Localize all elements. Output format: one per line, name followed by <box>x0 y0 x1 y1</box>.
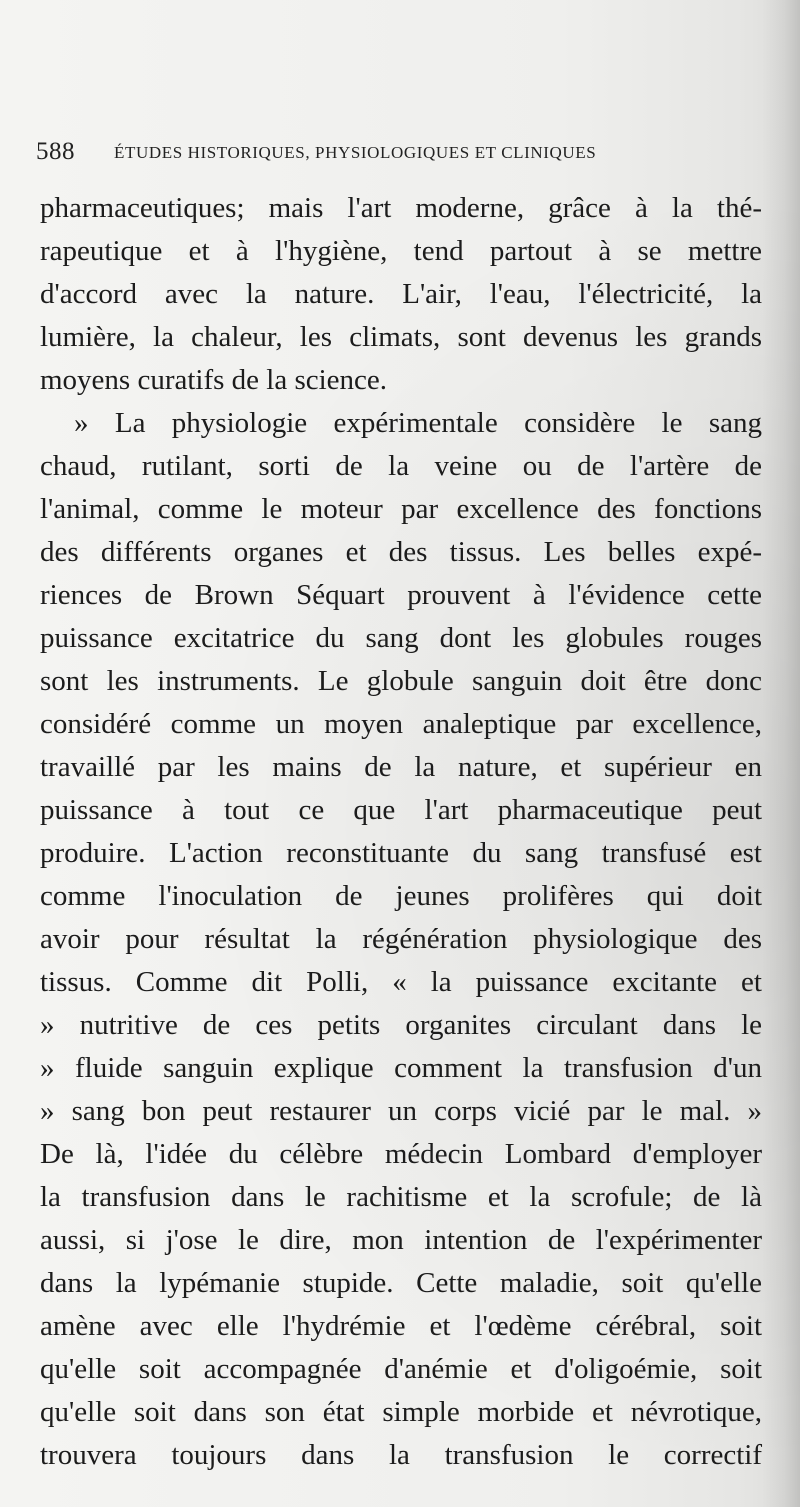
text-line: pharmaceutiques; mais l'art moderne, grâce à la thé- <box>40 192 762 224</box>
text-line: puissance à tout ce que l'art pharmaceutique peut <box>40 794 762 826</box>
text-line: avoir pour résultat la régénération physiologique des <box>40 923 762 955</box>
text-line: aussi, si j'ose le dire, mon intention de l'expérimenter <box>40 1224 762 1256</box>
text-line: comme l'inoculation de jeunes prolifères qui doit <box>40 880 762 912</box>
text-line: qu'elle soit dans son état simple morbide et névrotique, <box>40 1396 762 1428</box>
text-line: puissance excitatrice du sang dont les globules rouges <box>40 622 762 654</box>
text-line: » fluide sanguin explique comment la transfusion d'un <box>40 1052 762 1084</box>
running-head <box>36 136 756 168</box>
text-line: des différents organes et des tissus. Les belles expé- <box>40 536 762 568</box>
page-gutter-shadow <box>762 0 800 1507</box>
text-line: sont les instruments. Le globule sanguin doit être donc <box>40 665 762 697</box>
text-line: travaillé par les mains de la nature, et supérieur en <box>40 751 762 783</box>
text-line: amène avec elle l'hydrémie et l'œdème cérébral, soit <box>40 1310 762 1342</box>
text-line: qu'elle soit accompagnée d'anémie et d'oligoémie, soit <box>40 1353 762 1385</box>
text-line: » sang bon peut restaurer un corps vicié par le mal. » <box>40 1095 762 1127</box>
page-number: 588 <box>36 138 75 165</box>
text-line: moyens curatifs de la science. <box>40 364 388 396</box>
text-line: trouvera toujours dans la transfusion le correctif <box>40 1439 762 1471</box>
text-line: » nutritive de ces petits organites circulant dans le <box>40 1009 762 1041</box>
text-line: chaud, rutilant, sorti de la veine ou de l'artère de <box>40 450 762 482</box>
body-text <box>40 187 762 1477</box>
text-line: l'animal, comme le moteur par excellence des fonctions <box>40 493 762 525</box>
text-line: produire. L'action reconstituante du sang transfusé est <box>40 837 762 869</box>
text-line: la transfusion dans le rachitisme et la scrofule; de là <box>40 1181 762 1213</box>
text-line: considéré comme un moyen analeptique par excellence, <box>40 708 762 740</box>
text-line: d'accord avec la nature. L'air, l'eau, l'électricité, la <box>40 278 762 310</box>
text-line: De là, l'idée du célèbre médecin Lombard d'employer <box>40 1138 762 1170</box>
running-title: ÉTUDES HISTORIQUES, PHYSIOLOGIQUES ET CLINIQUES <box>114 143 597 162</box>
text-line: riences de Brown Séquart prouvent à l'évidence cette <box>40 579 762 611</box>
text-line: dans la lypémanie stupide. Cette maladie, soit qu'elle <box>40 1267 762 1299</box>
text-line: » La physiologie expérimentale considère le sang <box>74 407 762 439</box>
text-line: rapeutique et à l'hygiène, tend partout à se mettre <box>40 235 762 267</box>
text-line: tissus. Comme dit Polli, « la puissance excitante et <box>40 966 762 998</box>
text-line: lumière, la chaleur, les climats, sont devenus les grands <box>40 321 762 353</box>
